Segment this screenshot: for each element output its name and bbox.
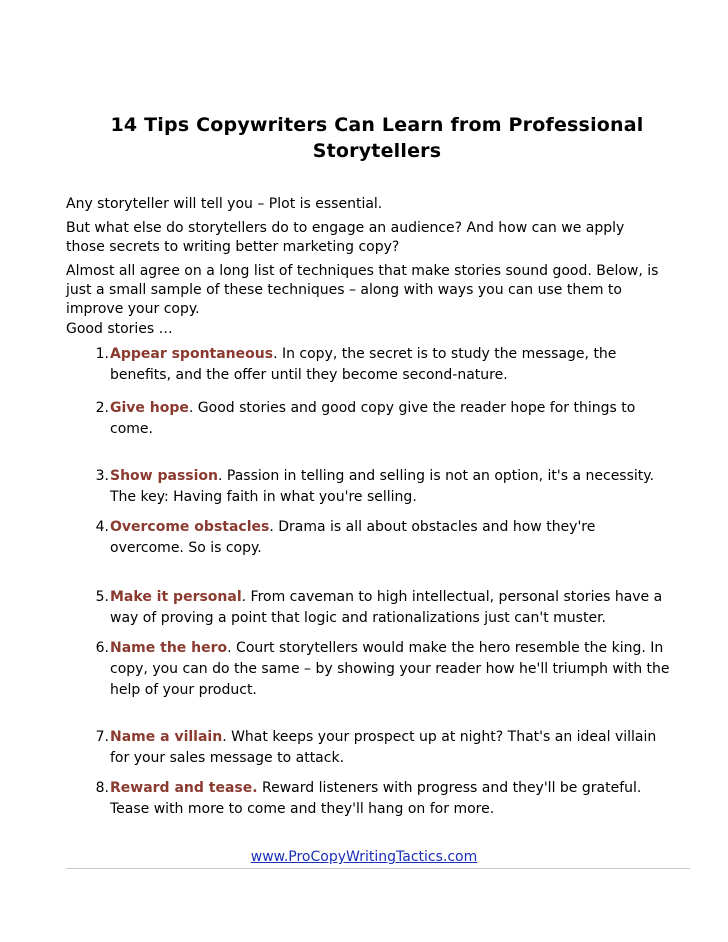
tip-number: 5.	[95, 589, 109, 605]
tip-number: 6.	[95, 640, 109, 656]
tip-highlight: Make it personal	[110, 589, 242, 605]
tip-highlight: Name the hero	[110, 640, 228, 656]
tip-text: Reward listeners with progress and they'll be grateful. Tease with more to come and they'll hang on for more.	[110, 780, 642, 817]
tip-highlight: Name a villain	[110, 729, 223, 745]
tip-number: 7.	[95, 729, 109, 745]
tip-text: . From caveman to high intellectual, personal stories have a way of proving a point that logic and rationalizations just can't muster.	[110, 589, 663, 626]
tip-highlight: Show passion	[110, 468, 218, 484]
footer-website-link[interactable]: www.ProCopyWritingTactics.com	[250, 849, 478, 865]
tip-text: . Good stories and good copy give the reader hope for things to come.	[110, 400, 636, 437]
intro-paragraph-4: Good stories …	[66, 321, 173, 337]
intro-paragraph-3: Almost all agree on a long list of techniques that make stories sound good. Below, is just a small sample of these techniques – along with ways you can use them to improve your copy.	[66, 263, 659, 317]
tip-text: . What keeps your prospect up at night? That's an ideal villain for your sales message to attack.	[110, 729, 657, 766]
tip-text: . Drama is all about obstacles and how they're overcome. So is copy.	[110, 519, 596, 556]
tip-number: 8.	[95, 780, 109, 796]
footer-divider	[66, 868, 690, 869]
tip-highlight: Overcome obstacles	[110, 519, 270, 535]
tip-number: 3.	[95, 468, 109, 484]
document-title: 14 Tips Copywriters Can Learn from Professional Storytellers	[110, 114, 644, 162]
tip-number: 4.	[95, 519, 109, 535]
intro-paragraph-1: Any storyteller will tell you – Plot is essential.	[66, 196, 383, 212]
tip-text: . Court storytellers would make the hero resemble the king. In copy, you can do the same – by showing your reader how he'll triumph with the help of your product.	[110, 640, 670, 698]
tip-highlight: Reward and tease.	[110, 780, 258, 796]
tip-highlight: Give hope	[110, 400, 189, 416]
tip-text: . Passion in telling and selling is not an option, it's a necessity. The key: Having faith in what you're selling.	[110, 468, 655, 505]
tip-number: 2.	[95, 400, 109, 416]
intro-paragraph-2: But what else do storytellers do to engage an audience? And how can we apply those secrets to writing better marketing copy?	[66, 220, 625, 255]
tip-number: 1.	[95, 346, 109, 362]
tip-text: . In copy, the secret is to study the message, the benefits, and the offer until they become second-nature.	[110, 346, 617, 383]
tip-highlight: Appear spontaneous	[110, 346, 274, 362]
